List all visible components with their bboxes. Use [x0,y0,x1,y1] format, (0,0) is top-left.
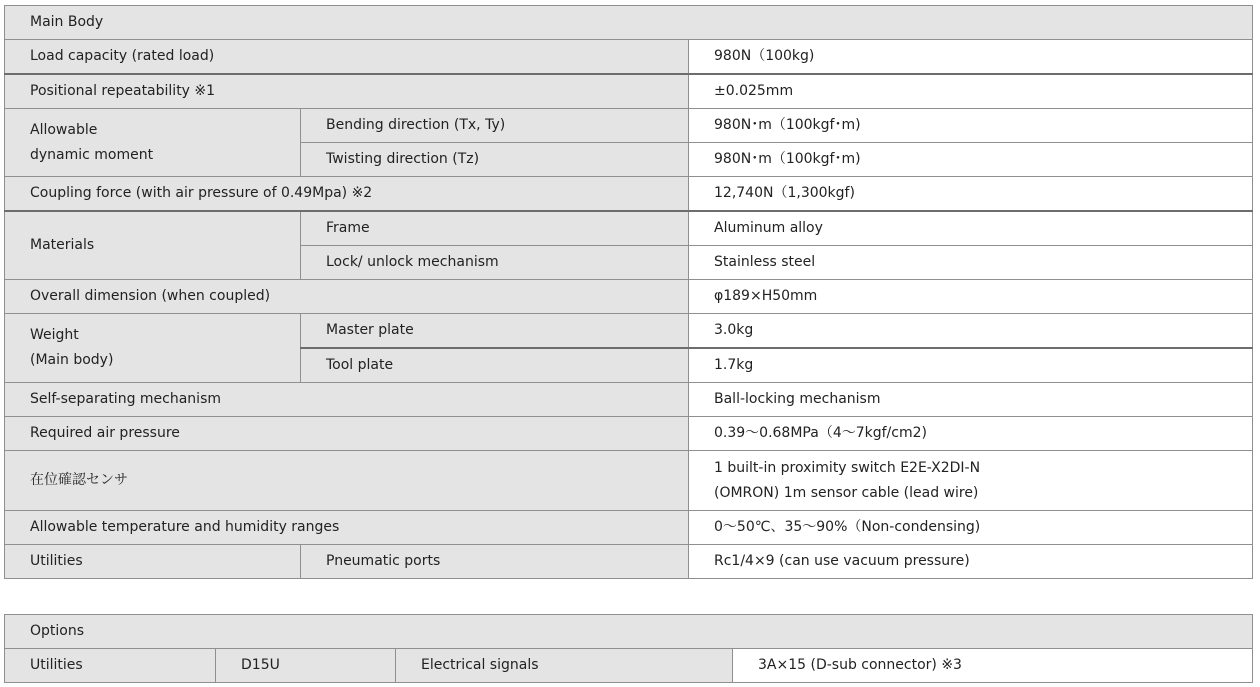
overall-dimension-label: Overall dimension (when coupled) [5,280,689,314]
options-utilities-label: Utilities [5,649,216,683]
weight-label-line1: Weight [30,327,79,343]
positional-repeatability-label: Positional repeatability ※1 [5,74,689,109]
table-row [5,451,1253,511]
table-row [5,109,1253,143]
position-sensor-value-line2: (OMRON) 1m sensor cable (lead wire) [714,484,979,501]
options-header: Options [5,615,1253,649]
bending-direction-value: 980N･m（100kgf･m) [689,109,1253,143]
table-row [5,211,1253,246]
master-plate-label: Master plate [301,314,689,348]
allowable-dynamic-moment-label [5,109,301,177]
required-air-pressure-label: Required air pressure [5,417,689,451]
main-body-spec-table [4,5,1253,579]
materials-label: Materials [5,211,301,280]
options-model-label: D15U [216,649,396,683]
electrical-signals-value: 3A×15 (D-sub connector) ※3 [733,649,1253,683]
tool-plate-value: 1.7kg [689,348,1253,383]
master-plate-value: 3.0kg [689,314,1253,348]
self-separating-value: Ball-locking mechanism [689,383,1253,417]
table-row [5,417,1253,451]
overall-dimension-value: φ189×H50mm [689,280,1253,314]
twisting-direction-label: Twisting direction (Tz) [301,143,689,177]
electrical-signals-label: Electrical signals [396,649,733,683]
table-row [5,545,1253,579]
main-body-header: Main Body [5,6,1253,40]
table-row [5,74,1253,109]
load-capacity-label: Load capacity (rated load) [5,40,689,74]
table-row [5,314,1253,348]
coupling-force-value: 12,740N（1,300kgf) [689,177,1253,211]
twisting-direction-value: 980N･m（100kgf･m) [689,143,1253,177]
table-row [5,383,1253,417]
frame-value: Aluminum alloy [689,211,1253,246]
pneumatic-ports-value: Rc1/4×9 (can use vacuum pressure) [689,545,1253,579]
coupling-force-label: Coupling force (with air pressure of 0.49Mpa) ※2 [5,177,689,211]
table-row [5,280,1253,314]
temperature-humidity-label: Allowable temperature and humidity ranges [5,511,689,545]
table-row [5,511,1253,545]
bending-direction-label: Bending direction (Tx, Ty) [301,109,689,143]
table-row [5,177,1253,211]
pneumatic-ports-label: Pneumatic ports [301,545,689,579]
weight-label-line2: (Main body) [30,352,114,368]
table-row [5,40,1253,74]
main-body-header-row [5,6,1253,40]
positional-repeatability-value: ±0.025mm [689,74,1253,109]
lock-unlock-label: Lock/ unlock mechanism [301,246,689,280]
self-separating-label: Self-separating mechanism [5,383,689,417]
utilities-label: Utilities [5,545,301,579]
position-sensor-value [689,451,1253,511]
required-air-pressure-value: 0.39～0.68MPa（4～7kgf/cm2) [689,417,1253,451]
frame-label: Frame [301,211,689,246]
options-header-row [5,615,1253,649]
allowable-dynamic-moment-label-line2: dynamic moment [30,146,154,163]
position-sensor-value-line1: 1 built-in proximity switch E2E-X2DI-N [714,459,981,476]
tool-plate-label: Tool plate [301,348,689,383]
lock-unlock-value: Stainless steel [689,246,1253,280]
temperature-humidity-value: 0～50℃、35～90%（Non-condensing) [689,511,1253,545]
weight-label [5,314,301,383]
allowable-dynamic-moment-label-line1: Allowable [30,121,98,138]
options-table [4,614,1253,683]
load-capacity-value: 980N（100kg) [689,40,1253,74]
table-row [5,649,1253,683]
position-sensor-label: 在位確認センサ [5,451,689,511]
